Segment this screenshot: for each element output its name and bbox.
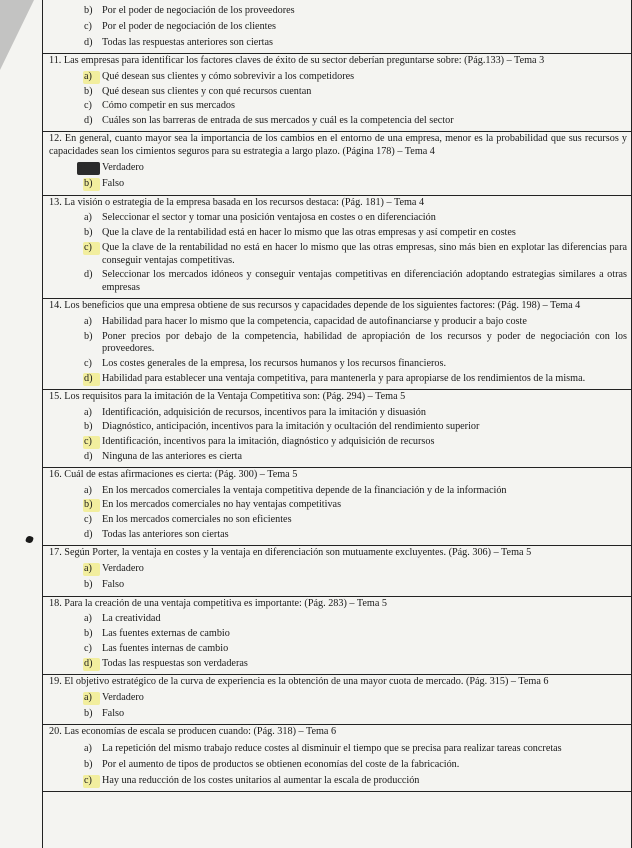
answer-option	[47, 657, 627, 672]
answer-option	[47, 562, 627, 578]
option-text: Falso	[102, 579, 125, 591]
highlighted-letter: d)	[83, 658, 100, 671]
question-block	[43, 468, 631, 546]
option-letter: a)	[84, 406, 92, 418]
question-block	[43, 0, 631, 54]
option-text: Ninguna de las anteriores es cierta	[102, 451, 243, 463]
folded-corner	[0, 0, 34, 70]
option-text: Qué desean sus clientes y con qué recursos cuentan	[102, 85, 312, 97]
answer-option	[47, 420, 627, 435]
option-text: Falso	[102, 707, 125, 719]
option-text: Cómo competir en sus mercados	[102, 100, 235, 112]
option-text: En los mercados comerciales no son eficientes	[102, 514, 292, 526]
answer-option	[47, 35, 627, 51]
answer-option	[47, 498, 627, 513]
answer-option	[47, 99, 627, 114]
question-block	[43, 196, 631, 300]
option-text: Identificación, adquisición de recursos, incentivos para la imitación y disuasión	[102, 406, 426, 418]
question-statement: Según Porter, la ventaja en costes y la ventaja en diferenciación son mutuamente excluyentes. (Pág. 306) – Tema 5	[64, 546, 532, 558]
answer-option	[47, 741, 627, 757]
option-text: Hay una reducción de los costes unitarios al aumentar la escala de producción	[102, 774, 420, 786]
question-statement: Para la creación de una ventaja competitiva es importante: (Pág. 283) – Tema 5	[64, 597, 387, 609]
answer-option	[47, 578, 627, 594]
question-statement: Los beneficios que una empresa obtiene de sus recursos y capacidades depende de los siguientes factores: (Pág. 198) – Tema 4	[64, 300, 581, 312]
answer-option	[47, 241, 627, 269]
question-statement: Cuál de estas afirmaciones es cierta: (Pág. 300) – Tema 5	[64, 468, 298, 480]
option-letter: a)	[84, 742, 92, 754]
option-text: Identificación, incentivos para la imitación, diagnóstico y adquisición de recursos	[102, 436, 435, 448]
option-text: Seleccionar el sector y tomar una posición ventajosa en costes o en diferenciación	[102, 212, 436, 224]
answer-option	[47, 528, 627, 543]
option-letter: a)	[84, 484, 92, 496]
answer-option	[47, 161, 627, 177]
answer-option	[47, 406, 627, 421]
option-letter: c)	[84, 100, 92, 112]
question-number: 14.	[49, 300, 62, 312]
question-sheet	[42, 0, 632, 848]
answer-options	[47, 741, 627, 789]
answer-option	[47, 642, 627, 657]
answer-option	[47, 268, 627, 296]
answer-option	[47, 372, 627, 387]
question-text	[47, 300, 627, 313]
answer-options	[47, 612, 627, 671]
answer-option	[47, 513, 627, 528]
ink-mark	[25, 535, 34, 544]
question-block	[43, 597, 631, 675]
option-text: Poner precios por debajo de la competencia, habilidad de apropiación de los recursos y poder de negociación con los proveedores.	[102, 330, 627, 355]
option-text: Verdadero	[102, 691, 144, 703]
option-text: Todas las anteriores son ciertas	[102, 529, 229, 541]
question-text	[47, 197, 627, 210]
option-text: Verdadero	[102, 563, 144, 575]
answer-option	[47, 484, 627, 499]
option-letter: c)	[84, 514, 92, 526]
answer-option	[47, 85, 627, 100]
option-letter: b)	[84, 4, 93, 16]
option-text: Que la clave de la rentabilidad no está en hacer lo mismo que las otras empresas, sino más bien en explotar las diferencias para conseguir ventajas competitivas.	[102, 241, 627, 266]
option-text: Verdadero	[102, 162, 144, 174]
answer-options	[47, 484, 627, 543]
question-number: 20.	[49, 726, 62, 738]
answer-option	[47, 3, 627, 19]
option-letter: a)	[84, 212, 92, 224]
highlighted-letter: d)	[83, 373, 100, 386]
question-block	[43, 725, 631, 792]
answer-option	[47, 330, 627, 358]
option-text: Diagnóstico, anticipación, incentivos para la imitación y ocultación del rendimiento superior	[102, 421, 480, 433]
option-letter: b)	[84, 85, 93, 97]
question-number: 19.	[49, 675, 62, 687]
option-text: Las fuentes externas de cambio	[102, 628, 230, 640]
question-number: 18.	[49, 597, 62, 609]
option-text: Las fuentes internas de cambio	[102, 642, 229, 654]
option-text: Habilidad para hacer lo mismo que la competencia, capacidad de autofinanciarse y producir a bajo coste	[102, 315, 527, 327]
option-letter: a)	[84, 613, 92, 625]
question-number: 11.	[49, 54, 62, 66]
answer-option	[47, 315, 627, 330]
question-text	[47, 391, 627, 404]
question-statement: La visión o estrategia de la empresa basada en los recursos destaca: (Pág. 181) – Tema 4	[64, 196, 425, 208]
option-letter: d)	[84, 269, 93, 281]
option-letter: b)	[84, 758, 93, 770]
question-text	[47, 547, 627, 560]
answer-option	[47, 177, 627, 193]
answer-options	[47, 211, 627, 296]
option-text: Por el poder de negociación de los proveedores	[102, 4, 295, 16]
option-letter: b)	[84, 628, 93, 640]
option-text: Falso	[102, 178, 125, 190]
answer-option	[47, 211, 627, 226]
answer-option	[47, 357, 627, 372]
answer-option	[47, 450, 627, 465]
highlighted-letter: a)	[83, 692, 100, 705]
option-letter: b)	[84, 707, 93, 719]
option-letter: a)	[84, 315, 92, 327]
option-text: Por el aumento de tipos de productos se obtienen economías del coste de la fabricación.	[102, 758, 460, 770]
option-text: Cuáles son las barreras de entrada de sus mercados y cuál es la competencia del sector	[102, 115, 454, 127]
option-text: En los mercados comerciales no hay ventajas competitivas	[102, 499, 342, 511]
question-text	[47, 55, 627, 68]
answer-option	[47, 114, 627, 129]
answer-option	[47, 226, 627, 241]
question-block	[43, 675, 631, 726]
option-text: Qué desean sus clientes y cómo sobrevivir a los competidores	[102, 70, 355, 82]
answer-option	[47, 690, 627, 706]
answer-option	[47, 435, 627, 450]
option-text: En los mercados comerciales la ventaja competitiva depende de la financiación y de la información	[102, 484, 507, 496]
option-text: Habilidad para establecer una ventaja competitiva, para mantenerla y para apropiarse de los rendimientos de la misma.	[102, 373, 586, 385]
answer-options	[47, 690, 627, 722]
question-text	[47, 726, 627, 739]
question-number: 12.	[49, 132, 62, 144]
answer-option	[47, 706, 627, 722]
answer-option	[47, 627, 627, 642]
highlighted-letter: c)	[83, 775, 100, 788]
option-letter: c)	[84, 642, 92, 654]
option-text: Seleccionar los mercados idóneos y conseguir ventajas competitivas en diferenciación adoptando estrategias similares a otras empresas	[102, 269, 627, 294]
answer-option	[47, 70, 627, 85]
question-text	[47, 676, 627, 689]
scribbled-letter: a)	[77, 162, 100, 175]
option-text: Por el poder de negociación de los clientes	[102, 20, 276, 32]
question-block	[43, 546, 631, 597]
option-letter: d)	[84, 451, 93, 463]
answer-option	[47, 773, 627, 789]
answer-option	[47, 19, 627, 35]
answer-option	[47, 757, 627, 773]
answer-options	[47, 3, 627, 51]
question-block	[43, 132, 631, 196]
option-letter: b)	[84, 227, 93, 239]
question-text	[47, 469, 627, 482]
answer-options	[47, 161, 627, 193]
question-number: 15.	[49, 390, 62, 402]
option-text: La creatividad	[102, 613, 161, 625]
answer-options	[47, 406, 627, 465]
question-statement: Las empresas para identificar los factores claves de éxito de su sector deberían preguntarse sobre: (Pág.133) – Tema 3	[63, 54, 545, 66]
option-letter: d)	[84, 36, 93, 48]
highlighted-letter: b)	[83, 499, 100, 512]
option-letter: c)	[84, 20, 92, 32]
option-letter: b)	[84, 421, 93, 433]
question-number: 16.	[49, 468, 62, 480]
question-statement: En general, cuanto mayor sea la importancia de los cambios en el entorno de una empresa, menor es la probabilidad que sus recursos y capacidades sean los cimientos seguros para su estrategia a largo plazo. (Página 178) – Tema 4	[49, 132, 628, 157]
answer-options	[47, 315, 627, 387]
question-block	[43, 54, 631, 132]
option-text: La repetición del mismo trabajo reduce costes al disminuir el tiempo que se precisa para realizar tareas concretas	[102, 742, 562, 754]
option-letter: d)	[84, 115, 93, 127]
question-number: 17.	[49, 546, 62, 558]
option-text: Todas las respuestas son verdaderas	[102, 657, 248, 669]
option-text: Que la clave de la rentabilidad está en hacer lo mismo que las otras empresas y así competir en costes	[102, 227, 516, 239]
option-letter: d)	[84, 529, 93, 541]
question-statement: Los requisitos para la imitación de la Ventaja Competitiva son: (Pág. 294) – Tema 5	[64, 390, 406, 402]
question-text	[47, 598, 627, 611]
highlighted-letter: c)	[83, 242, 100, 255]
answer-options	[47, 562, 627, 594]
question-statement: Las economías de escala se producen cuando: (Pág. 318) – Tema 6	[64, 726, 337, 738]
answer-options	[47, 70, 627, 129]
option-letter: c)	[84, 358, 92, 370]
option-text: Todas las respuestas anteriores son ciertas	[102, 36, 274, 48]
question-text	[47, 133, 627, 159]
question-block	[43, 299, 631, 390]
highlighted-letter: c)	[83, 436, 100, 449]
highlighted-letter: a)	[83, 563, 100, 576]
highlighted-letter: a)	[83, 71, 100, 84]
question-statement: El objetivo estratégico de la curva de experiencia es la obtención de una mayor cuota de mercado. (Pág. 315) – Tema 6	[64, 675, 549, 687]
option-letter: b)	[84, 330, 93, 342]
option-text: Los costes generales de la empresa, los recursos humanos y los recursos financieros.	[102, 358, 447, 370]
highlighted-letter: b)	[83, 178, 100, 191]
answer-option	[47, 612, 627, 627]
question-block	[43, 390, 631, 468]
question-number: 13.	[49, 196, 62, 208]
option-letter: b)	[84, 579, 93, 591]
